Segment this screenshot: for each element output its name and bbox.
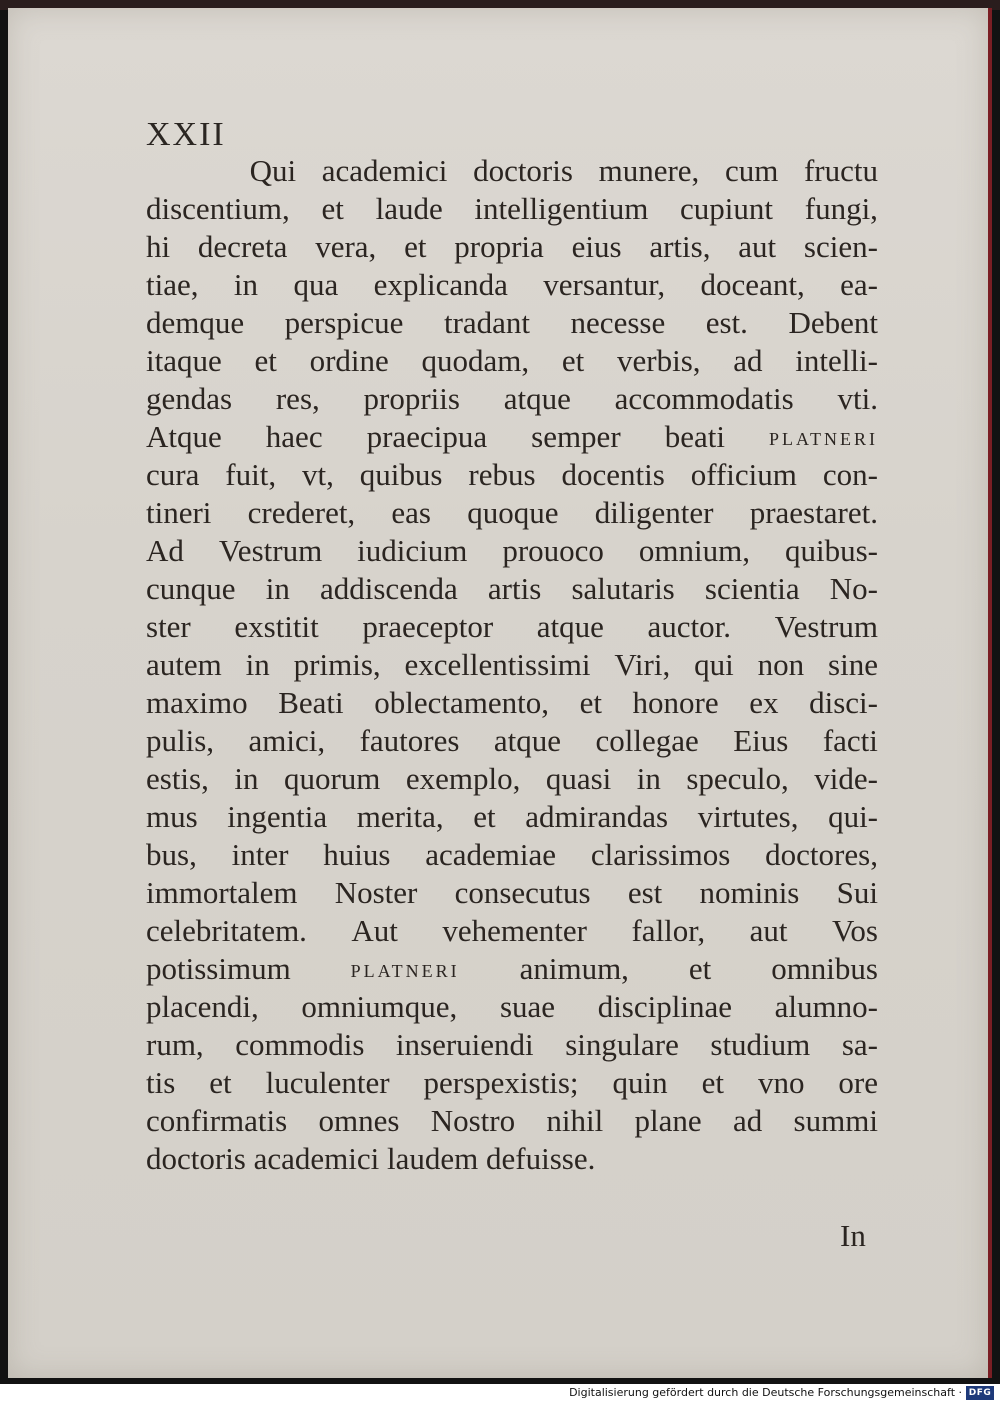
word: studium (710, 1027, 811, 1062)
text-line (146, 874, 878, 912)
word: estis, (146, 761, 209, 796)
word: commodis (235, 1027, 365, 1062)
text-line (146, 342, 878, 380)
word: Qui (249, 153, 297, 188)
word: Noster (334, 875, 418, 910)
word: luculenter (265, 1065, 390, 1100)
word: ea- (840, 267, 878, 302)
word: in (245, 647, 270, 682)
word: vno (757, 1065, 805, 1100)
word: intelli- (795, 343, 878, 378)
word: omniumque, (301, 989, 458, 1024)
word: res, (275, 381, 320, 416)
word: est. (705, 305, 748, 340)
word: exemplo, (405, 761, 521, 796)
word: itaque (146, 343, 222, 378)
word: inseruiendi (395, 1027, 534, 1062)
text-line (146, 152, 878, 190)
word: cunque (146, 571, 236, 606)
word: collegae (595, 723, 699, 758)
word: in (636, 761, 661, 796)
word: officium (690, 457, 797, 492)
word: oblectamento, (374, 685, 549, 720)
word: eius (571, 229, 622, 264)
text-line (146, 418, 878, 456)
word: Aut (351, 913, 398, 948)
word: cum (724, 153, 779, 188)
word: omnes (318, 1103, 400, 1138)
word: quibus- (784, 533, 878, 568)
word: quoque (467, 495, 559, 530)
word: quin (612, 1065, 668, 1100)
word: verbis, (617, 343, 701, 378)
name-small-caps: platneri (350, 954, 460, 983)
word: fructu (803, 153, 878, 188)
word: maximo (146, 685, 248, 720)
word: versantur, (543, 267, 666, 302)
text-line (146, 722, 878, 760)
word: praestaret. (749, 495, 878, 530)
word: ad (732, 1103, 763, 1138)
word: Beati (278, 685, 344, 720)
word: doctoris (473, 153, 573, 188)
text-line (146, 1064, 878, 1102)
paragraph-indent (146, 152, 224, 190)
word: bus, (146, 837, 197, 872)
word: nihil (546, 1103, 604, 1138)
text-line (146, 304, 878, 342)
word: et (701, 1065, 724, 1100)
word: sa- (841, 1027, 878, 1062)
text-line (146, 798, 878, 836)
footer-bar (0, 1384, 1000, 1404)
text-line (146, 532, 878, 570)
word: plane (634, 1103, 702, 1138)
word: confirmatis (146, 1103, 288, 1138)
word: fungi, (804, 191, 878, 226)
word: perspicue (284, 305, 404, 340)
word: et (473, 799, 496, 834)
word: docentis (561, 457, 665, 492)
word: gendas (146, 381, 233, 416)
word: Nostro (430, 1103, 516, 1138)
word: virtutes, (697, 799, 799, 834)
text-line (146, 836, 878, 874)
text-line (146, 266, 878, 304)
word: ad (733, 343, 763, 378)
word: academiae (425, 837, 557, 872)
word: disciplinae (597, 989, 732, 1024)
word: autem (146, 647, 222, 682)
word: semper (531, 419, 621, 454)
word: immortalem (146, 875, 298, 910)
word: beati (664, 419, 725, 454)
word: vehementer (442, 913, 587, 948)
word: ore (838, 1065, 878, 1100)
word: qua (293, 267, 339, 302)
word: Sui (836, 875, 878, 910)
text-line (146, 380, 878, 418)
word: perspexistis; (423, 1065, 579, 1100)
word: honore (632, 685, 719, 720)
word: crederet, (247, 495, 356, 530)
word: Atque (146, 419, 222, 454)
word: prouoco (502, 533, 604, 568)
word: Eius (733, 723, 789, 758)
word: exstitit (234, 609, 319, 644)
word: fautores (359, 723, 460, 758)
word: artis, (649, 229, 711, 264)
word: disci- (809, 685, 878, 720)
word: inter (231, 837, 289, 872)
word: addiscenda (320, 571, 458, 606)
word: fallor, (631, 913, 706, 948)
word: et (209, 1065, 232, 1100)
word: Debent (788, 305, 878, 340)
text-line (146, 456, 878, 494)
word: pulis, (146, 723, 215, 758)
word: potissimum (146, 951, 291, 986)
word: cura (146, 457, 200, 492)
text-line (146, 1026, 878, 1064)
word: explicanda (373, 267, 508, 302)
word: auctor. (647, 609, 732, 644)
text-line (146, 1140, 878, 1178)
word: atque (503, 381, 571, 416)
word: quibus (359, 457, 443, 492)
word: et (254, 343, 277, 378)
word: praecipua (366, 419, 488, 454)
word: necesse (570, 305, 666, 340)
word: fuit, (225, 457, 277, 492)
word: eas (391, 495, 431, 530)
word: Vestrum (774, 609, 878, 644)
word: consecutus (454, 875, 591, 910)
word: diligenter (594, 495, 714, 530)
text-line (146, 570, 878, 608)
word: laude (375, 191, 443, 226)
word: accommodatis (614, 381, 794, 416)
word: quodam, (421, 343, 530, 378)
word: summi (793, 1103, 878, 1138)
word: et (579, 685, 602, 720)
funding-credit: Digitalisierung gefördert durch die Deutsche Forschungsgemeinschaft · (569, 1386, 962, 1399)
word: munere, (598, 153, 700, 188)
word: propriis (363, 381, 460, 416)
word: decreta (197, 229, 288, 264)
word: mus (146, 799, 198, 834)
word: cupiunt (680, 191, 774, 226)
word: speculo, (686, 761, 789, 796)
word: placendi, (146, 989, 259, 1024)
text-line (146, 988, 878, 1026)
word: qui (694, 647, 734, 682)
word: vt, (302, 457, 334, 492)
word: salutaris (571, 571, 675, 606)
text-line (146, 228, 878, 266)
word: vera, (315, 229, 377, 264)
word: ster (146, 609, 191, 644)
word: iudicium (357, 533, 468, 568)
word: excellentissimi (404, 647, 591, 682)
text-line (146, 760, 878, 798)
body-text (146, 152, 878, 1178)
text-line (146, 684, 878, 722)
word: merita, (356, 799, 444, 834)
word: tiae, (146, 267, 199, 302)
word: doctores, (765, 837, 878, 872)
word: animum, (519, 951, 629, 986)
word: doceant, (700, 267, 805, 302)
word: tineri (146, 495, 212, 530)
text-line (146, 950, 878, 988)
word: ordine (309, 343, 389, 378)
word: celebritatem. (146, 913, 307, 948)
word: qui- (828, 799, 878, 834)
word: amici, (248, 723, 326, 758)
word: aut (738, 229, 777, 264)
word: sine (828, 647, 878, 682)
word: intelligentium (474, 191, 649, 226)
word: in (265, 571, 290, 606)
word: et (561, 343, 585, 378)
word: scientia (704, 571, 800, 606)
word: suae (499, 989, 556, 1024)
text-line (146, 646, 878, 684)
word: discentium, (146, 191, 290, 226)
word: tis (146, 1065, 176, 1100)
word: facti (822, 723, 878, 758)
word: ingentia (227, 799, 328, 834)
name-small-caps: platneri (768, 422, 878, 451)
dfg-logo-icon: DFG (966, 1386, 994, 1400)
word: quasi (545, 761, 612, 796)
word: Vos (831, 913, 878, 948)
word: hi (146, 229, 171, 264)
word: nominis (699, 875, 800, 910)
word: Viri, (614, 647, 671, 682)
word: omnibus (771, 951, 878, 986)
word: artis (487, 571, 542, 606)
word: rum, (146, 1027, 204, 1062)
word: aut (749, 913, 788, 948)
word: alumno- (774, 989, 878, 1024)
word: non (757, 647, 805, 682)
text-line (146, 494, 878, 532)
word: clarissimos (590, 837, 731, 872)
word: academici (321, 153, 448, 188)
word: atque (536, 609, 604, 644)
catchword: In (840, 1218, 866, 1253)
word: con- (822, 457, 878, 492)
word: et (404, 229, 427, 264)
word: tradant (443, 305, 531, 340)
word: praeceptor (362, 609, 494, 644)
text-line (146, 912, 878, 950)
word: et (321, 191, 344, 226)
word: et (688, 951, 712, 986)
word: atque (493, 723, 562, 758)
word: No- (829, 571, 878, 606)
word: huius (323, 837, 391, 872)
word: vti. (837, 381, 878, 416)
word: in (233, 267, 259, 302)
text-line (146, 608, 878, 646)
word: quorum (283, 761, 381, 796)
text-line (146, 1102, 878, 1140)
word: ex (749, 685, 779, 720)
word: admirandas (525, 799, 669, 834)
word: demque (146, 305, 245, 340)
last-line-text: doctoris academici laudem defuisse. (146, 1141, 596, 1176)
word: primis, (293, 647, 381, 682)
page-number-header: XXII (146, 116, 226, 153)
word: rebus (468, 457, 536, 492)
word: vide- (814, 761, 878, 796)
word: omnium, (638, 533, 750, 568)
word: propria (454, 229, 544, 264)
word: Vestrum (218, 533, 323, 568)
text-line (146, 190, 878, 228)
word: Ad (146, 533, 184, 568)
word: in (234, 761, 259, 796)
word: singulare (565, 1027, 679, 1062)
word: est (627, 875, 663, 910)
word: haec (265, 419, 323, 454)
word: scien- (803, 229, 878, 264)
